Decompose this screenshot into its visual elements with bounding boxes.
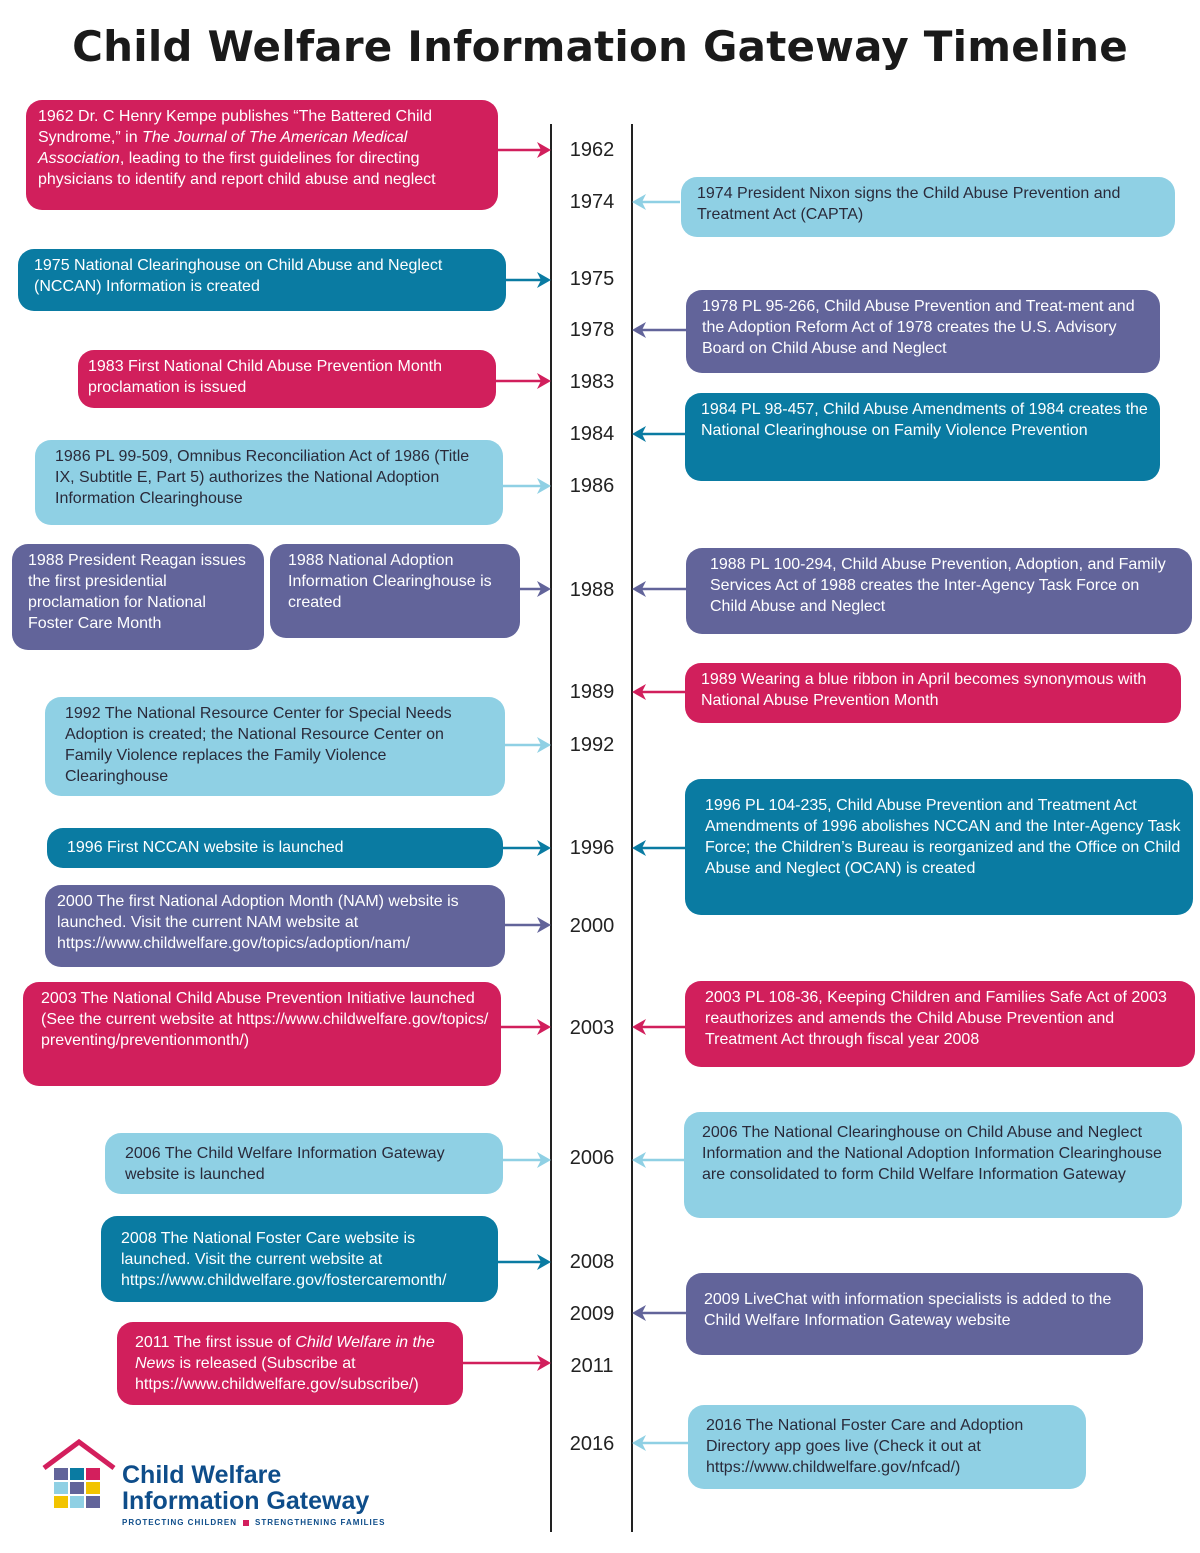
year-label-1983: 1983 (569, 371, 615, 393)
arrow-1988-left (520, 581, 551, 597)
year-label-2000: 2000 (569, 915, 615, 937)
tagline-separator-icon (243, 1520, 249, 1526)
arrow-1986 (503, 478, 551, 494)
year-label-1992: 1992 (569, 734, 615, 756)
year-label-2008: 2008 (569, 1251, 615, 1273)
logo-tagline (122, 1518, 385, 1527)
arrow-2008 (498, 1254, 551, 1270)
event-box-2006-consolidated: 2006 The National Clearinghouse on Child Abuse and Neglect Information and the National Adoption Information Clearinghouse are consolidated to form Child Welfare Information Gateway (684, 1112, 1182, 1218)
event-box-2003-pl: 2003 PL 108-36, Keeping Children and Families Safe Act of 2003 reauthorizes and amends the Child Abuse Prevention and Treatment Act through fiscal year 2008 (685, 981, 1195, 1067)
year-label-1978: 1978 (569, 319, 615, 341)
tagline-right: STRENGTHENING FAMILIES (255, 1518, 386, 1527)
arrow-1975 (506, 272, 551, 288)
year-label-1988: 1988 (569, 579, 615, 601)
event-box-2016: 2016 The National Foster Care and Adoption Directory app goes live (Check it out at https://www.childwelfare.gov/nfcad/) (688, 1405, 1086, 1489)
event-box-1986: 1986 PL 99-509, Omnibus Reconciliation Act of 1986 (Title IX, Subtitle E, Part 5) authorizes the National Adoption Information Clearinghouse (35, 440, 503, 525)
arrow-1978 (632, 322, 686, 338)
logo (40, 1438, 400, 1538)
year-label-1975: 1975 (569, 268, 615, 290)
arrow-1974 (632, 194, 680, 210)
event-box-1984: 1984 PL 98-457, Child Abuse Amendments of 1984 creates the National Clearinghouse on Family Violence Prevention (685, 393, 1160, 481)
arrow-2000 (505, 917, 551, 933)
year-label-1996: 1996 (569, 837, 615, 859)
year-label-2011: 2011 (570, 1355, 614, 1377)
house-logo-icon (40, 1438, 118, 1516)
event-box-1974: 1974 President Nixon signs the Child Abuse Prevention and Treatment Act (CAPTA) (681, 177, 1175, 237)
arrow-2016 (632, 1435, 688, 1451)
arrow-1989 (632, 684, 685, 700)
event-box-1975: 1975 National Clearinghouse on Child Abuse and Neglect (NCCAN) Information is created (18, 249, 506, 311)
event-box-1978: 1978 PL 95-266, Child Abuse Prevention and Treat-ment and the Adoption Reform Act of 1978 creates the U.S. Advisory Board on Child Abuse and Neglect (686, 290, 1160, 373)
event-box-2000: 2000 The first National Adoption Month (NAM) website is launched. Visit the current NAM website at https://www.childwelfare.gov/topics/adoption/nam/ (45, 885, 505, 967)
event-box-1962: 1962 Dr. C Henry Kempe publishes “The Battered Child Syndrome,” in The Journal of The American Medical Association, leading to the first guidelines for directing physicians to identify and report child abuse and neglect (26, 100, 498, 210)
arrow-1988-right (632, 581, 686, 597)
arrow-2003-left (501, 1019, 551, 1035)
arrow-1983 (496, 373, 551, 389)
event-box-1988-reagan: 1988 President Reagan issues the first presidential proclamation for National Foster Care Month (12, 544, 264, 650)
event-box-2009: 2009 LiveChat with information specialists is added to the Child Welfare Information Gateway website (686, 1273, 1143, 1355)
event-box-2011: 2011 The first issue of Child Welfare in the News is released (Subscribe at https://www.childwelfare.gov/subscribe/) (117, 1322, 463, 1405)
arrow-1962 (498, 142, 551, 158)
event-box-2003-initiative: 2003 The National Child Abuse Prevention Initiative launched (See the current website at https://www.childwelfare.gov/topics/preventing/preventionmonth/) (23, 982, 501, 1086)
event-box-1988-clearinghouse: 1988 National Adoption Information Clearinghouse is created (270, 544, 520, 638)
logo-line2: Information Gateway (122, 1487, 370, 1515)
event-box-2008: 2008 The National Foster Care website is launched. Visit the current website at https://www.childwelfare.gov/fostercaremonth/ (101, 1216, 498, 1302)
year-label-1962: 1962 (569, 139, 615, 161)
event-box-2006-website: 2006 The Child Welfare Information Gateway website is launched (105, 1133, 503, 1194)
event-box-1992: 1992 The National Resource Center for Special Needs Adoption is created; the National Resource Center on Family Violence replaces the Family Violence Clearinghouse (45, 697, 505, 796)
year-label-2016: 2016 (569, 1433, 615, 1455)
year-label-2003: 2003 (569, 1017, 615, 1039)
arrow-2006-right (632, 1152, 684, 1168)
arrow-2006-left (503, 1152, 551, 1168)
arrow-2011 (463, 1355, 551, 1371)
arrow-1996-right (632, 840, 685, 856)
year-label-1986: 1986 (569, 475, 615, 497)
logo-line1: Child Welfare (122, 1461, 282, 1489)
arrow-2003-right (632, 1019, 685, 1035)
page-title: Child Welfare Information Gateway Timeline (72, 22, 1128, 71)
arrow-2009 (632, 1305, 686, 1321)
year-label-1989: 1989 (569, 681, 615, 703)
year-label-1974: 1974 (569, 191, 615, 213)
tagline-left: PROTECTING CHILDREN (122, 1518, 237, 1527)
arrow-1996-left (503, 840, 551, 856)
arrow-1984 (632, 426, 685, 442)
year-label-2006: 2006 (569, 1147, 615, 1169)
event-box-1988-pl: 1988 PL 100-294, Child Abuse Prevention, Adoption, and Family Services Act of 1988 creates the Inter-Agency Task Force on Child Abuse and Neglect (686, 548, 1192, 634)
event-box-1989: 1989 Wearing a blue ribbon in April becomes synonymous with National Abuse Prevention Month (685, 663, 1181, 723)
year-label-1984: 1984 (569, 423, 615, 445)
event-box-1996-pl: 1996 PL 104-235, Child Abuse Prevention and Treatment Act Amendments of 1996 abolishes NCCAN and the Inter-Agency Task Force; the Children’s Bureau is reorganized and the Office on Child Abuse and Neglect (OCAN) is created (685, 779, 1193, 915)
event-box-1996-website: 1996 First NCCAN website is launched (47, 828, 503, 868)
year-label-2009: 2009 (569, 1303, 615, 1325)
event-box-1983: 1983 First National Child Abuse Prevention Month proclamation is issued (78, 350, 496, 408)
arrow-1992 (505, 737, 551, 753)
